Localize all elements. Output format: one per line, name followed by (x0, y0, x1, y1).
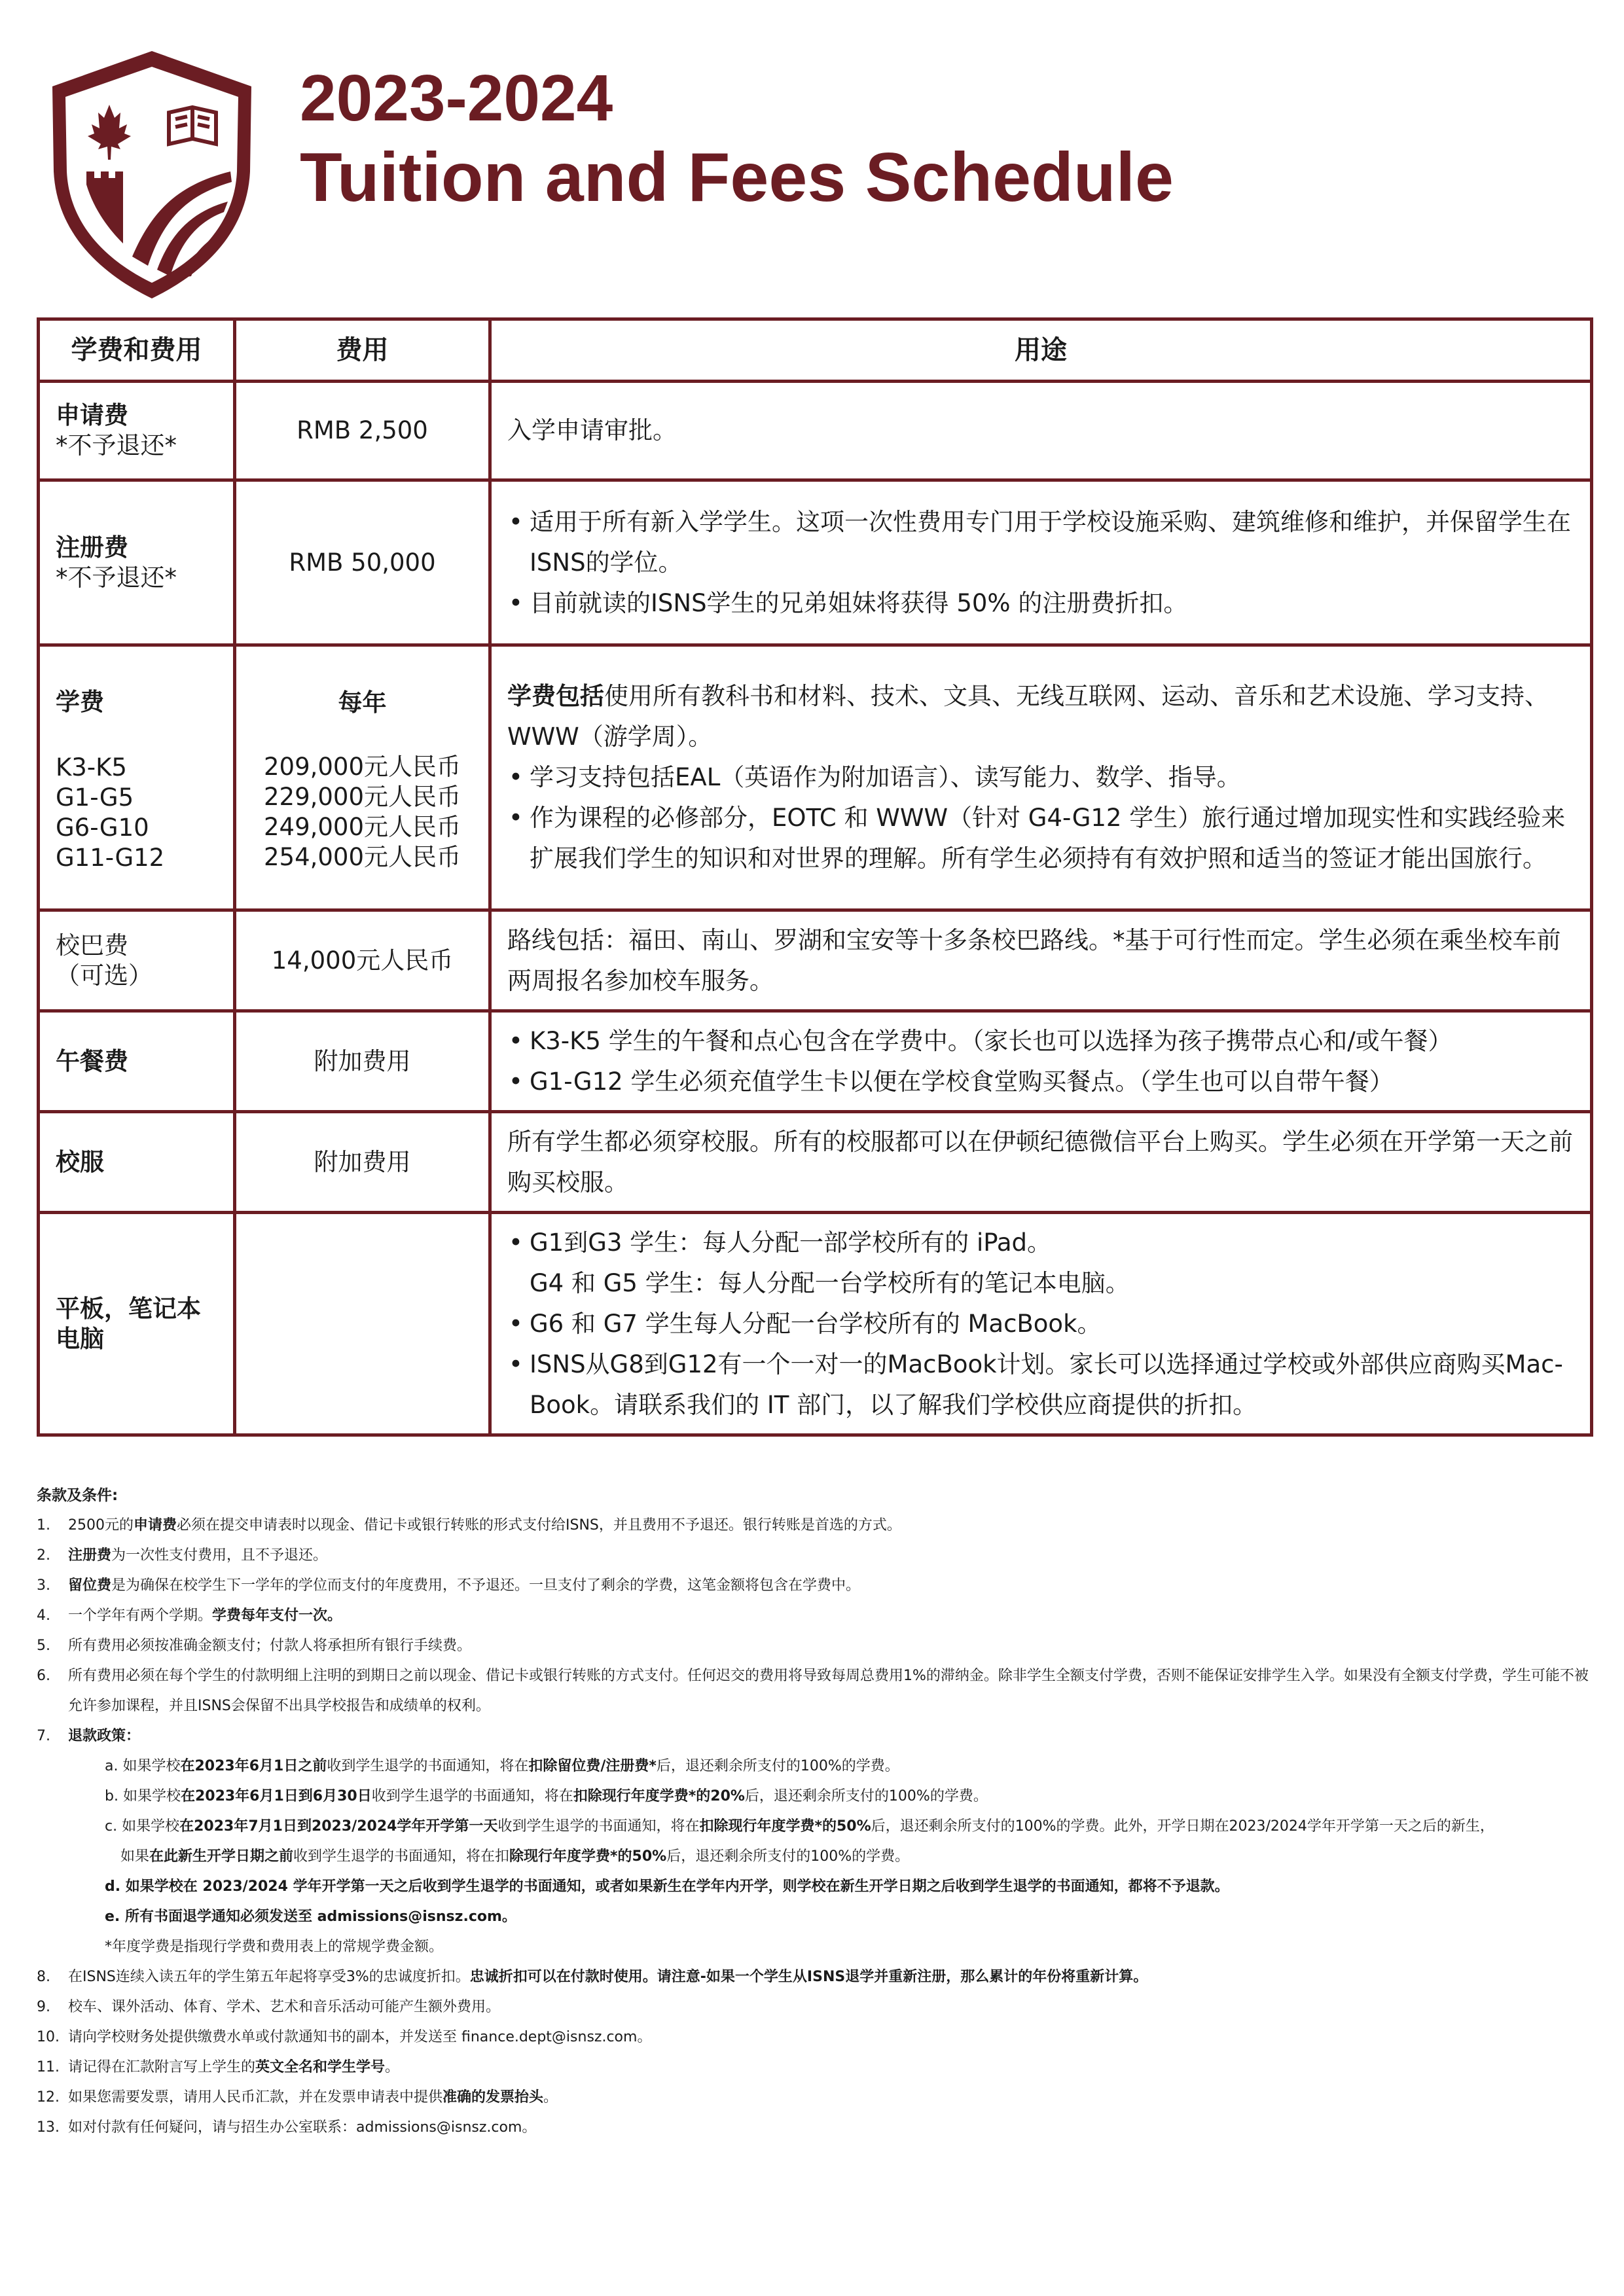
lunch-name: 午餐费 (56, 1047, 128, 1075)
list-item: 12. 如果您需要发票，请用人民币汇款，并在发票申请表中提供准确的发票抬头。 (37, 2089, 558, 2106)
list-item: 13. 如对付款有任何疑问，请与招生办公室联系：admissions@isnsz.com。 (37, 2119, 537, 2136)
row-uniform (39, 1112, 1592, 1213)
list-item: • 作为课程的必修部分，EOTC 和 WWW（针对 G4-G12 学生）旅行通过增加现实性和实践经验来扩展我们学生的知识和对世界的理解。所有学生必须持有有效护照和适当的签证才能出国旅行。 (507, 798, 1574, 879)
list-item: • G1-G12 学生必须充值学生卡以便在学校食堂购买餐点。（学生也可以自带午餐） (507, 1062, 1574, 1102)
title-year: 2023-2024 (300, 62, 613, 135)
tuition-intro-text: 使用所有教科书和材料、技术、文具、无线互联网、运动、音乐和艺术设施、学习支持、WWW（游学周）。 (507, 682, 1549, 751)
application-note: *不予退还* (56, 431, 177, 459)
devices-use-ipad: G1到G3 学生：每人分配一部学校所有的 iPad。 (530, 1228, 1052, 1257)
tuition-fee-heading: 每年 (338, 689, 387, 717)
bus-fee: 14,000元人民币 (235, 910, 490, 1011)
lunch-use (490, 1011, 1592, 1112)
registration-fee: RMB 50,000 (235, 480, 490, 645)
bus-note: （可选） (56, 961, 153, 990)
application-category (39, 382, 235, 480)
table-header-row (39, 319, 1592, 382)
list-item: 10. 请向学校财务处提供缴费水单或付款通知书的副本，并发送至 finance.dept@isnsz.com。 (37, 2029, 652, 2045)
application-use: 入学申请审批。 (490, 382, 1592, 480)
grade-g1-g5: G1-G5 (56, 783, 134, 812)
uniform-fee: 附加费用 (235, 1112, 490, 1213)
row-lunch (39, 1011, 1592, 1112)
list-item: 1. 2500元的申请费必须在提交申请表时以现金、借记卡或银行转账的形式支付给ISNS，并且费用不予退还。银行转账是首选的方式。 (37, 1517, 901, 1534)
list-item: 2. 注册费为一次性支付费用，且不予退还。 (37, 1547, 328, 1564)
fee-g1-g5: 229,000元人民币 (263, 783, 461, 811)
list-item: 4. 一个学年有两个学期。学费每年支付一次。 (37, 1607, 342, 1624)
tuition-name: 学费 (56, 688, 104, 716)
terms-heading: 条款及条件: (37, 1487, 118, 1504)
list-item: • 学习支持包括EAL（英语作为附加语言）、读写能力、数学、指导。 (507, 757, 1574, 798)
row-application (39, 382, 1592, 480)
list-item: 9. 校车、课外活动、体育、学术、艺术和音乐活动可能产生额外费用。 (37, 1999, 501, 2015)
devices-use-laptop: G4 和 G5 学生：每人分配一台学校所有的笔记本电脑。 (530, 1268, 1130, 1297)
list-item: • K3-K5 学生的午餐和点心包含在学费中。（家长也可以选择为孩子携带点心和/或午餐） (507, 1021, 1574, 1062)
list-item: 5. 所有费用必须按准确金额支付；付款人将承担所有银行手续费。 (37, 1638, 472, 1654)
registration-use (490, 480, 1592, 645)
grade-g11-g12: G11-G12 (56, 844, 165, 872)
list-item (507, 1223, 1574, 1304)
list-item: 7. 退款政策： (37, 1728, 141, 1744)
list-item: 8. 在ISNS连续入读五年的学生第五年起将享受3%的忠诚度折扣。忠诚折扣可以在付款时使用。请注意-如果一个学生从ISNS退学并重新注册，那么累计的年份将重新计算。 (37, 1969, 1148, 1985)
fee-g11-g12: 254,000元人民币 (263, 843, 461, 871)
devices-category (39, 1213, 235, 1435)
list-item: 6. 所有费用必须在每个学生的付款明细上注明的到期日之前以现金、借记卡或银行转账的方式支付。任何迟交的费用将导致每周总费用1%的滞纳金。除非学生全额支付学费，否则不能保证安排学生入学。如果没有全额支付学费，学生可能不被允许参加课程，并且ISNS会保留不出具学校报告和成绩单的权利。 (37, 1668, 1589, 1714)
bus-use: 路线包括：福田、南山、罗湖和宝安等十多条校巴路线。*基于可行性而定。学生必须在乘坐校车前两周报名参加校车服务。 (490, 910, 1592, 1011)
tuition-fee (235, 645, 490, 910)
tuition-intro (507, 676, 1574, 757)
devices-use (490, 1213, 1592, 1435)
school-crest-logo (47, 47, 257, 302)
grade-list (56, 753, 217, 873)
title-text: Tuition and Fees Schedule (300, 139, 1174, 216)
list-item: • G6 和 G7 学生每人分配一台学校所有的 MacBook。 (507, 1304, 1574, 1344)
uniform-category (39, 1112, 235, 1213)
application-fee: RMB 2,500 (235, 382, 490, 480)
row-tuition (39, 645, 1592, 910)
list-item: • 目前就读的ISNS学生的兄弟姐妹将获得 50% 的注册费折扣。 (507, 583, 1574, 624)
registration-category (39, 480, 235, 645)
list-item: • ISNS从G8到G12有一个一对一的MacBook计划。家长可以选择通过学校或外部供应商购买Mac-Book。请联系我们的 IT 部门，以了解我们学校供应商提供的折扣。 (507, 1344, 1574, 1426)
fees-table (37, 317, 1593, 1437)
tuition-use (490, 645, 1592, 910)
list-item: • 适用于所有新入学学生。这项一次性费用专门用于学校设施采购、建筑维修和维护，并保留学生在ISNS的学位。 (507, 502, 1574, 583)
refund-note: *年度学费是指现行学费和费用表上的常规学费金额。 (105, 1939, 444, 1955)
grade-g6-g10: G6-G10 (56, 814, 149, 842)
list-item: 3. 留位费是为确保在校学生下一学年的学位而支付的年度费用，不予退还。一旦支付了剩余的学费，这笔金额将包含在学费中。 (37, 1577, 861, 1594)
refund-d: d. 如果学校在 2023/2024 学年开学第一天之后收到学生退学的书面通知，或者如果新生在学年内开学，则学校在新生开学日期之后收到学生退学的书面通知，都将不予退款。 (105, 1878, 1229, 1895)
fee-k3-k5: 209,000元人民币 (263, 753, 461, 781)
refund-b: b. 如果学校在2023年6月1日到6月30日收到学生退学的书面通知，将在扣除现行年度学费*的20%后，退还剩余所支付的100%的学费。 (105, 1788, 988, 1804)
row-bus (39, 910, 1592, 1011)
tuition-fee-list (252, 752, 473, 872)
uniform-name: 校服 (56, 1147, 104, 1176)
devices-fee (235, 1213, 490, 1435)
header-fee: 费用 (235, 319, 490, 382)
refund-e: e. 所有书面退学通知必须发送至 admissions@isnsz.com。 (105, 1909, 516, 1925)
lunch-category (39, 1011, 235, 1112)
registration-name: 注册费 (56, 533, 128, 562)
header-use: 用途 (490, 319, 1592, 382)
lunch-fee: 附加费用 (235, 1011, 490, 1112)
tuition-intro-bold: 学费包括 (507, 682, 604, 710)
terms-section (37, 1480, 1595, 2143)
refund-a: a. 如果学校在2023年6月1日之前收到学生退学的书面通知，将在扣除留位费/注册费*后，退还剩余所支付的100%的学费。 (105, 1758, 899, 1774)
bus-name: 校巴费 (56, 931, 128, 960)
row-devices (39, 1213, 1592, 1435)
page-title (300, 60, 1174, 218)
bus-category (39, 910, 235, 1011)
application-name: 申请费 (56, 401, 128, 429)
refund-c: c. 如果学校在2023年7月1日到2023/2024学年开学第一天收到学生退学的书面通知，将在扣除现行年度学费*的50%后，退还剩余所支付的100%的学费。此外，开学日期在2023/2024学年开学第一天之后的新生， 如果在此新生开学日期之前收到学生退学的书面通知，将在扣除现行年度学费*的50%后，退还剩余所支付的100%的学费。 (105, 1818, 1494, 1865)
fee-g6-g10: 249,000元人民币 (263, 813, 461, 841)
list-item: 11. 请记得在汇款附言写上学生的英文全名和学生学号。 (37, 2059, 400, 2075)
row-registration (39, 480, 1592, 645)
grade-k3-k5: K3-K5 (56, 753, 127, 781)
uniform-use: 所有学生都必须穿校服。所有的校服都可以在伊顿纪德微信平台上购买。学生必须在开学第一天之前购买校服。 (490, 1112, 1592, 1213)
registration-note: *不予退还* (56, 563, 177, 592)
tuition-category (39, 645, 235, 910)
header-category: 学费和费用 (39, 319, 235, 382)
devices-name: 平板，笔记本电脑 (56, 1294, 201, 1353)
